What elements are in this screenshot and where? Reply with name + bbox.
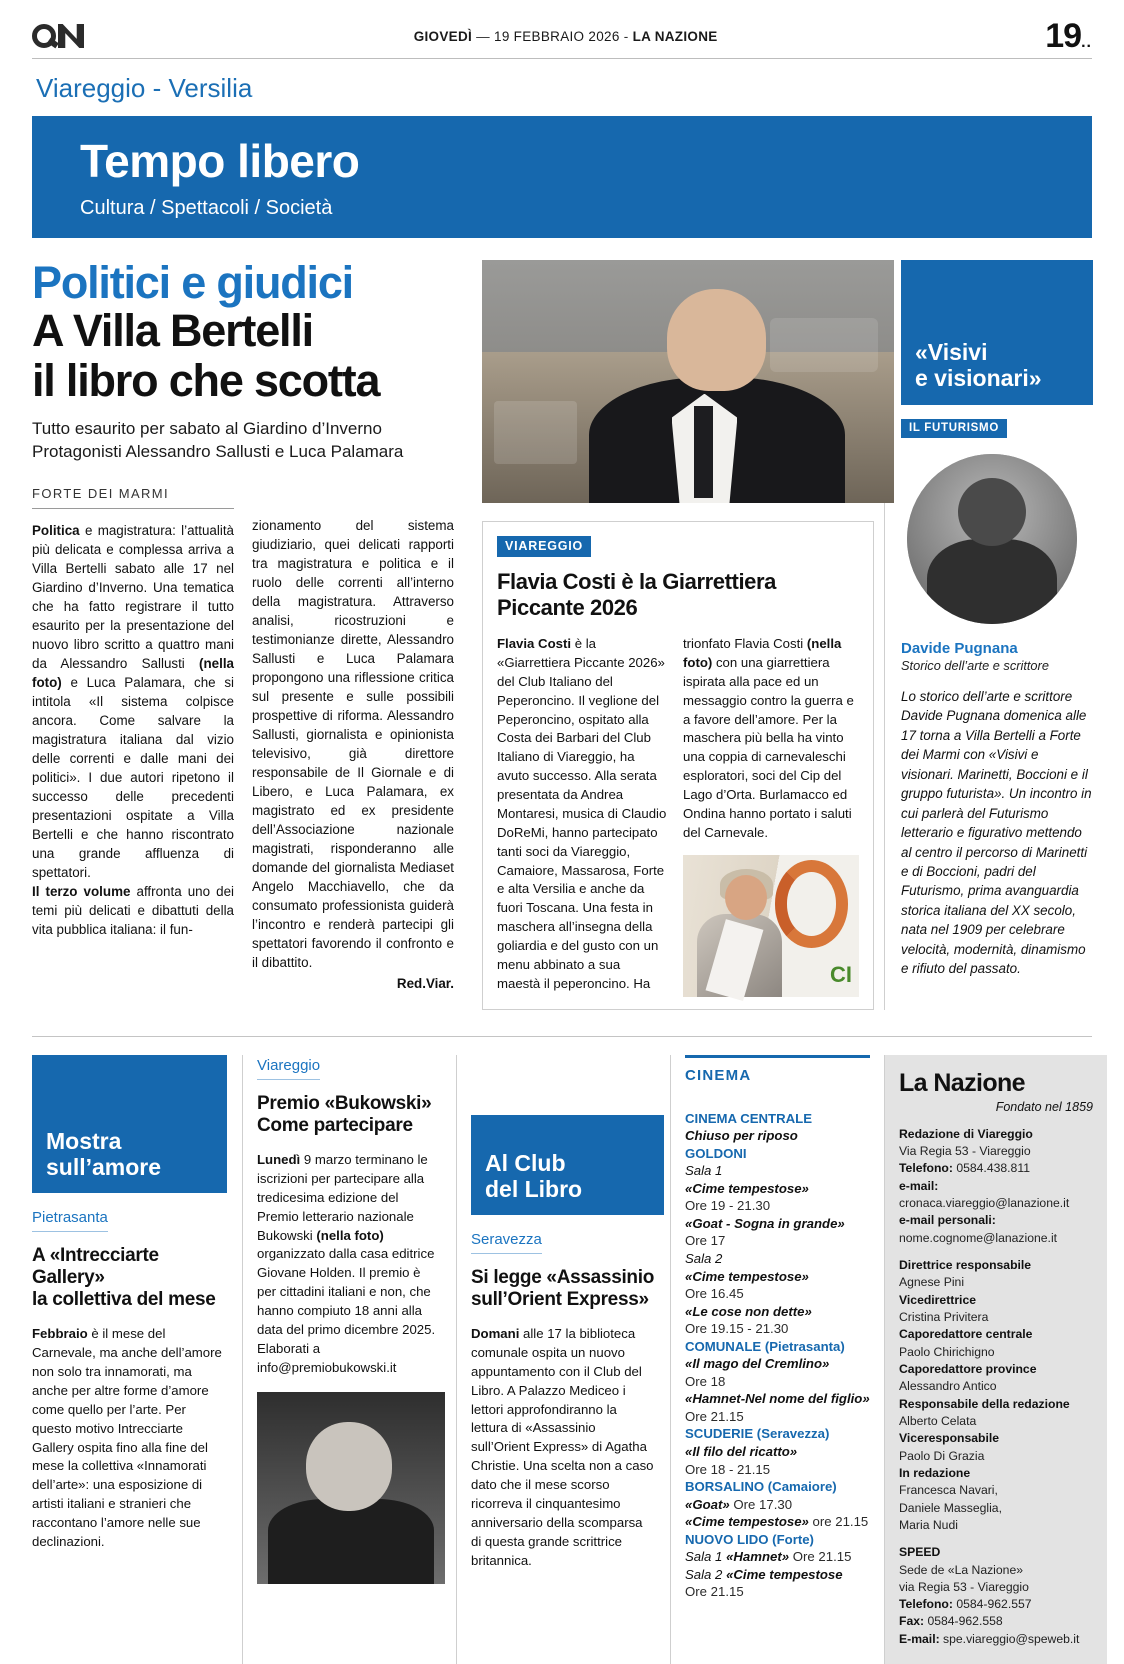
colophon-founded: Fondato nel 1859 xyxy=(995,1099,1093,1114)
club-blue-block xyxy=(471,1115,664,1215)
lead-body-2: zionamento del sistema giudiziario, quei delicati rapporti tra magistratura e politica e il ruolo delle correnti all’interno della magistratura. Attraverso analisi, ricostruzioni e testimonianze dirette, Alessandro Sallusti e Luca Palamara propongono una riflessione critica sul presente e sulle possibili prospettive di riforma. Alessandro Sallusti, giornalista e opinionista televisivo, già direttore responsabile de Il Giornale e di Libero, e Luca Palamara, ex magistrato ed ex presidente dell’Associazione nazionale magistrati, risponderanno alle domande del giornalista Mediaset Angelo Macchiavello, che da consumato professionista guiderà l’incontro e renderà partecipi gli spettatori favorendo il confronto e il dibattito. xyxy=(252,517,454,971)
cinema-time: Ore 19 - 21.30 xyxy=(685,1198,771,1214)
lead-lead-word: Politica xyxy=(32,522,80,538)
colophon-value: Paolo Di Grazia xyxy=(899,1448,985,1463)
lead-columns xyxy=(32,486,458,992)
colophon-line xyxy=(899,1396,1093,1413)
colophon-line xyxy=(899,1195,1093,1212)
cinema-venue: COMUNALE (Pietrasanta) xyxy=(685,1338,845,1354)
lead-location: FORTE DEI MARMI xyxy=(32,486,234,509)
club-kicker[interactable]: Seravezza xyxy=(471,1231,542,1254)
page-number-dots: .. xyxy=(1081,33,1092,51)
colophon-line xyxy=(899,1361,1093,1378)
colophon-value: Maria Nudi xyxy=(899,1517,958,1532)
colophon-value: via Regia 53 - Viareggio xyxy=(899,1579,1029,1594)
page-number xyxy=(1045,17,1092,56)
mostra-blue-title xyxy=(46,1129,161,1181)
rail-person-name: Davide Pugnana xyxy=(901,640,1018,657)
bukowski-headline-1: Premio «Bukowski» xyxy=(257,1092,432,1114)
rail-body-text: Lo storico dell’arte e scrittore Davide Pugnana domenica alle 17 torna a Villa Bertelli a Forte dei Marmi con «Visivi e visionari. Marinetti, Boccioni e il gruppo futurista». Un incontro in cui parlerà del Futurismo letterario e figurativo mettendo al centro il percorso di Marinetti e di Boccioni, padri del Futurismo, prima avanguardia storica italiana del XX secolo, nata nel 1909 per celebrare velocità, modernità, dinamismo e rifiuto del passato. xyxy=(901,689,1092,977)
pugnana-photo xyxy=(907,454,1077,624)
qn-logo-icon xyxy=(32,23,86,49)
boxed-body-1 xyxy=(497,635,667,994)
mostra-headline-2: la collettiva del mese xyxy=(32,1289,216,1311)
club-block xyxy=(456,1055,670,1664)
cinema-entry xyxy=(685,1548,870,1566)
cinema-time: Ore 18 - 21.15 xyxy=(685,1461,771,1477)
colophon-value: Francesca Navari, xyxy=(899,1483,998,1498)
colophon-line xyxy=(899,1430,1093,1447)
club-headline-2: sull’Orient Express» xyxy=(471,1288,649,1310)
banner-subtitle: Cultura / Spettacoli / Società xyxy=(80,197,333,219)
colophon-line xyxy=(899,1143,1093,1160)
cinema-block xyxy=(670,1055,884,1664)
rail-tag: IL FUTURISMO xyxy=(901,419,1007,438)
cinema-time: Ore 16.45 xyxy=(685,1286,744,1302)
colophon-line xyxy=(899,1212,1093,1229)
dateline-sep1: — xyxy=(476,28,490,44)
colophon-label: Redazione di Viareggio xyxy=(899,1126,1033,1141)
mostra-headline xyxy=(32,1245,228,1312)
cinema-time: Ore 18 xyxy=(685,1373,726,1389)
colophon-value: spe.viareggio@speweb.it xyxy=(939,1631,1080,1646)
mostra-blue-title-2: sull’amore xyxy=(46,1153,162,1180)
colophon-value: Agnese Pini xyxy=(899,1275,965,1290)
colophon-label: SPEED xyxy=(899,1545,941,1560)
cinema-venue: NUOVO LIDO (Forte) xyxy=(685,1531,814,1547)
colophon-value: Sede de «La Nazione» xyxy=(899,1562,1024,1577)
section-banner xyxy=(32,116,1092,238)
colophon-lines xyxy=(899,1126,1093,1649)
colophon-line xyxy=(899,1613,1093,1630)
colophon-label: Viceresponsabile xyxy=(899,1431,1000,1446)
page-number-value: 19 xyxy=(1045,16,1082,55)
colophon-label: Vicedirettrice xyxy=(899,1292,977,1307)
lead-text-3: affronta uno dei temi più delicati e dibattuti della vita pubblica italiana: il fun- xyxy=(32,884,234,938)
cinema-sala: Sala 1 xyxy=(685,1163,723,1179)
colophon-gap xyxy=(899,1247,1093,1257)
lead-deck xyxy=(32,418,458,463)
cinema-sala: Sala 2 xyxy=(685,1566,727,1582)
colophon-line xyxy=(899,1482,1093,1499)
dateline-date: 19 FEBBRAIO 2026 xyxy=(494,28,620,44)
cinema-film: «Goat» xyxy=(685,1496,730,1512)
lead-text-1: e magistratura: l’attualità più delicata e complessa arriva a Villa Bertelli sabato alle 17 nel Giardino d’Inverno. Una tematica che ha fatto registrare il tutto esaurito per la presentazione del nuovo libro scritto a quattro mani da Alessandro Sallusti xyxy=(32,522,234,671)
cinema-entry xyxy=(685,1496,870,1514)
cinema-venue: CINEMA CENTRALE xyxy=(685,1110,812,1126)
club-headline xyxy=(471,1267,656,1311)
colophon-line xyxy=(899,1631,1093,1648)
lead-kicker: Politici e giudici xyxy=(32,257,353,308)
cinema-venue: SCUDERIE (Seravezza) xyxy=(685,1426,830,1442)
colophon xyxy=(885,1055,1107,1664)
lead-story xyxy=(32,257,472,1010)
cinema-entry xyxy=(685,1513,870,1531)
club-lead-word: Domani xyxy=(471,1326,520,1342)
bukowski-kicker[interactable]: Viareggio xyxy=(257,1057,320,1080)
lead-column-2 xyxy=(252,486,454,992)
cinema-film: «Il mago del Cremlino» xyxy=(685,1356,830,1372)
cinema-time: Ore 19.15 - 21.30 xyxy=(685,1321,789,1337)
mostra-blue-block xyxy=(32,1055,227,1193)
colophon-gap xyxy=(899,1534,1093,1544)
club-blue-title xyxy=(485,1151,582,1203)
dateline-day: GIOVEDÌ xyxy=(413,28,473,44)
boxed-columns xyxy=(497,635,859,997)
colophon-value: 0584-962.557 xyxy=(952,1597,1032,1612)
lead-column-1 xyxy=(32,486,234,992)
boxed-lead-word: Flavia Costi xyxy=(497,636,572,651)
colophon-line xyxy=(899,1378,1093,1395)
cinema-sala: Sala 1 xyxy=(685,1549,727,1565)
bukowski-photo xyxy=(257,1392,445,1584)
colophon-line xyxy=(899,1292,1093,1309)
mostra-lead-word: Febbraio xyxy=(32,1326,88,1342)
main-content xyxy=(32,257,1092,1010)
middle-column xyxy=(472,260,884,1010)
boxed-body-2 xyxy=(683,635,859,843)
colophon-line xyxy=(899,1579,1093,1596)
club-blue-title-1: Al Club xyxy=(485,1150,566,1177)
dateline-paper: LA NAZIONE xyxy=(632,28,718,44)
colophon-value: Alessandro Antico xyxy=(899,1379,997,1394)
boxed-text-1: è la «Giarrettiera Piccante 2026» del Club Italiano del Peperoncino. Il veglione del Peperoncino, ospitato alla Costa dei Barbari del Club Italiano di Viareggio, ha avuto successo. Alla serata presentata da Andrea Montaresi, musica di Claudio DoReMi, hanno partecipato tanti soci da Viareggio, Camaiore, Massarosa, Forte e alta Versilia e anche da fuori Toscana. Una festa in maschera all’insegna della goliardia e del gusto con un menu abbinato a sua maestà il peperoncino. Ha xyxy=(497,636,667,991)
colophon-label: Direttrice responsabile xyxy=(899,1257,1032,1272)
colophon-label: Telefono: xyxy=(899,1161,953,1176)
colophon-line xyxy=(899,1309,1093,1326)
mostra-text: è il mese del Carnevale, ma anche dell’amore non solo tra innamorati, ma anche per altre forme d’amore come quello per l’arte. Per questo motivo Intrecciarte Gallery ospita fino alla fine del mese la collettiva «Innamorati dell’arte»: una esposizione di artisti italiani e stranieri che raccontano l’amore nelle sue declinazioni. xyxy=(32,1326,222,1549)
bukowski-body xyxy=(257,1151,442,1378)
boxed-tag: VIAREGGIO xyxy=(497,536,591,557)
colophon-label: Caporedattore province xyxy=(899,1361,1037,1376)
cinema-venue: BORSALINO (Camaiore) xyxy=(685,1479,837,1495)
bukowski-headline xyxy=(257,1093,442,1137)
mostra-kicker[interactable]: Pietrasanta xyxy=(32,1209,108,1232)
colophon-value: 0584-962.558 xyxy=(924,1614,1003,1629)
colophon-block xyxy=(884,1055,1092,1664)
colophon-label: E-mail: xyxy=(899,1631,940,1646)
colophon-value: Cristina Privitera xyxy=(899,1309,989,1324)
club-headline-1: Si legge «Assassinio xyxy=(471,1266,655,1288)
lead-byline: Red.Viar. xyxy=(396,976,454,992)
colophon-label: e-mail: xyxy=(899,1178,939,1193)
banner-title: Tempo libero xyxy=(80,135,360,187)
cinema-film: «Cime tempestose» xyxy=(685,1180,809,1196)
club-body xyxy=(471,1325,656,1570)
cinema-listings xyxy=(685,1110,870,1601)
cinema-film: «Goat - Sogna in grande» xyxy=(685,1215,845,1231)
dateline-sep2: - xyxy=(623,28,629,44)
lead-text-2: e Luca Palamara, che si intitola «Il sistema colpisce ancora. Come salvare la magistratura italiana dal vizio delle correnti e dalle mani dei politici». I due autori ripetono il successo delle precedenti presentazioni ospitate a Villa Bertelli e che hanno riscontrato una grande affluenza di spettatori. xyxy=(32,674,234,881)
cinema-time: Ore 17.30 xyxy=(729,1496,793,1512)
cinema-film: «Il filo del ricatto» xyxy=(685,1444,798,1460)
colophon-title: La Nazione xyxy=(899,1068,1025,1097)
cinema-rule xyxy=(685,1055,870,1058)
colophon-line xyxy=(899,1274,1093,1291)
colophon-line xyxy=(899,1126,1093,1143)
colophon-line xyxy=(899,1500,1093,1517)
rail-blue-title-2: e visionari» xyxy=(915,364,1042,391)
colophon-label: e-mail personali: xyxy=(899,1213,996,1228)
colophon-label: Responsabile della redazione xyxy=(899,1396,1070,1411)
bukowski-headline-2: Come partecipare xyxy=(257,1114,413,1136)
colophon-value: nome.cognome@lanazione.it xyxy=(899,1230,1058,1245)
bukowski-text-2: organizzato dalla casa editrice Giovane Holden. Il premio è per cittadini italiani e non, che hanno compiuto 18 anni alla data del primo dicembre 2025. Elaborati a info@premiobukowski.it xyxy=(257,1246,436,1375)
boxed-text-2a: trionfato Flavia Costi xyxy=(683,636,807,651)
lead-bold-2: (nella foto) xyxy=(32,655,234,690)
colophon-line xyxy=(899,1448,1093,1465)
colophon-line xyxy=(899,1230,1093,1247)
cinema-film: «Cime tempestose xyxy=(726,1566,843,1582)
bukowski-text-1: 9 marzo terminano le iscrizioni per partecipare alla tredicesima edizione del Premio letterario nazionale Bukowski xyxy=(257,1152,428,1243)
bukowski-bold-2: (nella foto) xyxy=(316,1227,384,1243)
colophon-value: 0584.438.811 xyxy=(952,1161,1030,1176)
colophon-line xyxy=(899,1326,1093,1343)
boxed-bold-2: (nella foto) xyxy=(683,636,842,670)
colophon-line xyxy=(899,1160,1093,1177)
bukowski-block xyxy=(242,1055,456,1664)
lead-headline-2: il libro che scotta xyxy=(32,354,380,406)
rail-blue-title xyxy=(915,340,1042,391)
cinema-entry xyxy=(685,1566,870,1584)
cinema-film: «Hamnet» xyxy=(726,1549,790,1565)
colophon-value: Via Regia 53 - Viareggio xyxy=(899,1143,1031,1158)
colophon-label: Telefono: xyxy=(899,1597,953,1612)
cinema-time: Ore 17 xyxy=(685,1233,726,1249)
bukowski-lead-word: Lunedì xyxy=(257,1152,301,1168)
lead-headline-1: A Villa Bertelli xyxy=(32,305,313,356)
sallusti-photo xyxy=(482,260,894,503)
lead-deck-1: Tutto esaurito per sabato al Giardino d’Inverno xyxy=(32,419,382,439)
cinema-time: Ore 21.15 xyxy=(685,1408,744,1424)
cinema-film: «Cime tempestose» xyxy=(685,1514,809,1530)
right-rail xyxy=(884,260,1092,1010)
boxed-column-2 xyxy=(683,635,859,997)
colophon-line xyxy=(899,1562,1093,1579)
cinema-sala: Sala 2 xyxy=(685,1251,723,1266)
colophon-line xyxy=(899,1178,1093,1195)
colophon-label: Fax: xyxy=(899,1614,925,1629)
cinema-note: Chiuso per riposo xyxy=(685,1128,798,1144)
mostra-blue-title-1: Mostra xyxy=(46,1128,122,1155)
cinema-time: Ore 21.15 xyxy=(685,1584,744,1600)
cinema-time: Ore 21.15 xyxy=(789,1549,852,1565)
colophon-value: Alberto Celata xyxy=(899,1413,977,1428)
colophon-label: Caporedattore centrale xyxy=(899,1327,1033,1342)
boxed-column-1 xyxy=(497,635,667,997)
cinema-film: «Le cose non dette» xyxy=(685,1303,812,1319)
colophon-value: Paolo Chirichigno xyxy=(899,1344,995,1359)
colophon-line xyxy=(899,1465,1093,1482)
colophon-line xyxy=(899,1596,1093,1613)
rail-person-role: Storico dell’arte e scrittore xyxy=(901,658,1049,673)
cinema-venue: GOLDONI xyxy=(685,1145,747,1161)
bottom-divider xyxy=(32,1036,1092,1037)
section-title: Viareggio - Versilia xyxy=(36,73,253,103)
cinema-time: ore 21.15 xyxy=(808,1514,869,1530)
page-header xyxy=(32,0,1092,56)
cinema-film: «Hamnet-Nel nome del figlio» xyxy=(685,1391,870,1407)
mostra-headline-1: A «Intrecciarte Gallery» xyxy=(32,1244,159,1288)
lead-lead-word-3: Il terzo volume xyxy=(32,884,131,900)
rail-blue-title-1: «Visivi xyxy=(915,339,988,366)
rail-blue-block xyxy=(901,260,1093,405)
colophon-line xyxy=(899,1413,1093,1430)
boxed-text-2b: con una giarrettiera ispirata alla pace ed un messaggio contro la guerra e a favore dell’amore. Per la maschera più bella ha vinto una coppia di carnevaleschi esploratori, soci del Cip del Lago d’Orta. Burlamacco ed Ondina hanno portato i saluti del Carnevale. xyxy=(683,654,854,840)
colophon-line xyxy=(899,1517,1093,1534)
cinema-film: «Cime tempestose» xyxy=(685,1268,809,1284)
mostra-block xyxy=(32,1055,242,1664)
dateline xyxy=(414,29,718,44)
mostra-body xyxy=(32,1325,228,1552)
colophon-value: cronaca.viareggio@lanazione.it xyxy=(899,1195,1070,1210)
colophon-label: In redazione xyxy=(899,1465,971,1480)
colophon-value: Daniele Masseglia, xyxy=(899,1500,1002,1515)
giarrettiera-photo: CI xyxy=(683,855,859,997)
cinema-header: CINEMA xyxy=(685,1066,752,1084)
club-text: alle 17 la biblioteca comunale ospita un nuovo appuntamento con il Club del Libro. A Palazzo Mediceo i lettori approfondiranno la lettura di «Assassinio sull’Orient Express» di Agatha Christie. Una scelta non a caso dato che il mese scorso ricorreva il cinquantesimo anniversario della scomparsa di questa grande scrittrice britannica. xyxy=(471,1326,654,1568)
bottom-section xyxy=(32,1055,1092,1664)
boxed-article xyxy=(482,521,874,1010)
lead-body-1 xyxy=(32,521,234,940)
colophon-line xyxy=(899,1544,1093,1561)
lead-deck-2: Protagonisti Alessandro Sallusti e Luca Palamara xyxy=(32,441,404,461)
boxed-title: Flavia Costi è la Giarrettiera Piccante 2026 xyxy=(497,569,777,620)
colophon-line xyxy=(899,1344,1093,1361)
colophon-line xyxy=(899,1257,1093,1274)
club-blue-title-2: del Libro xyxy=(485,1175,583,1202)
